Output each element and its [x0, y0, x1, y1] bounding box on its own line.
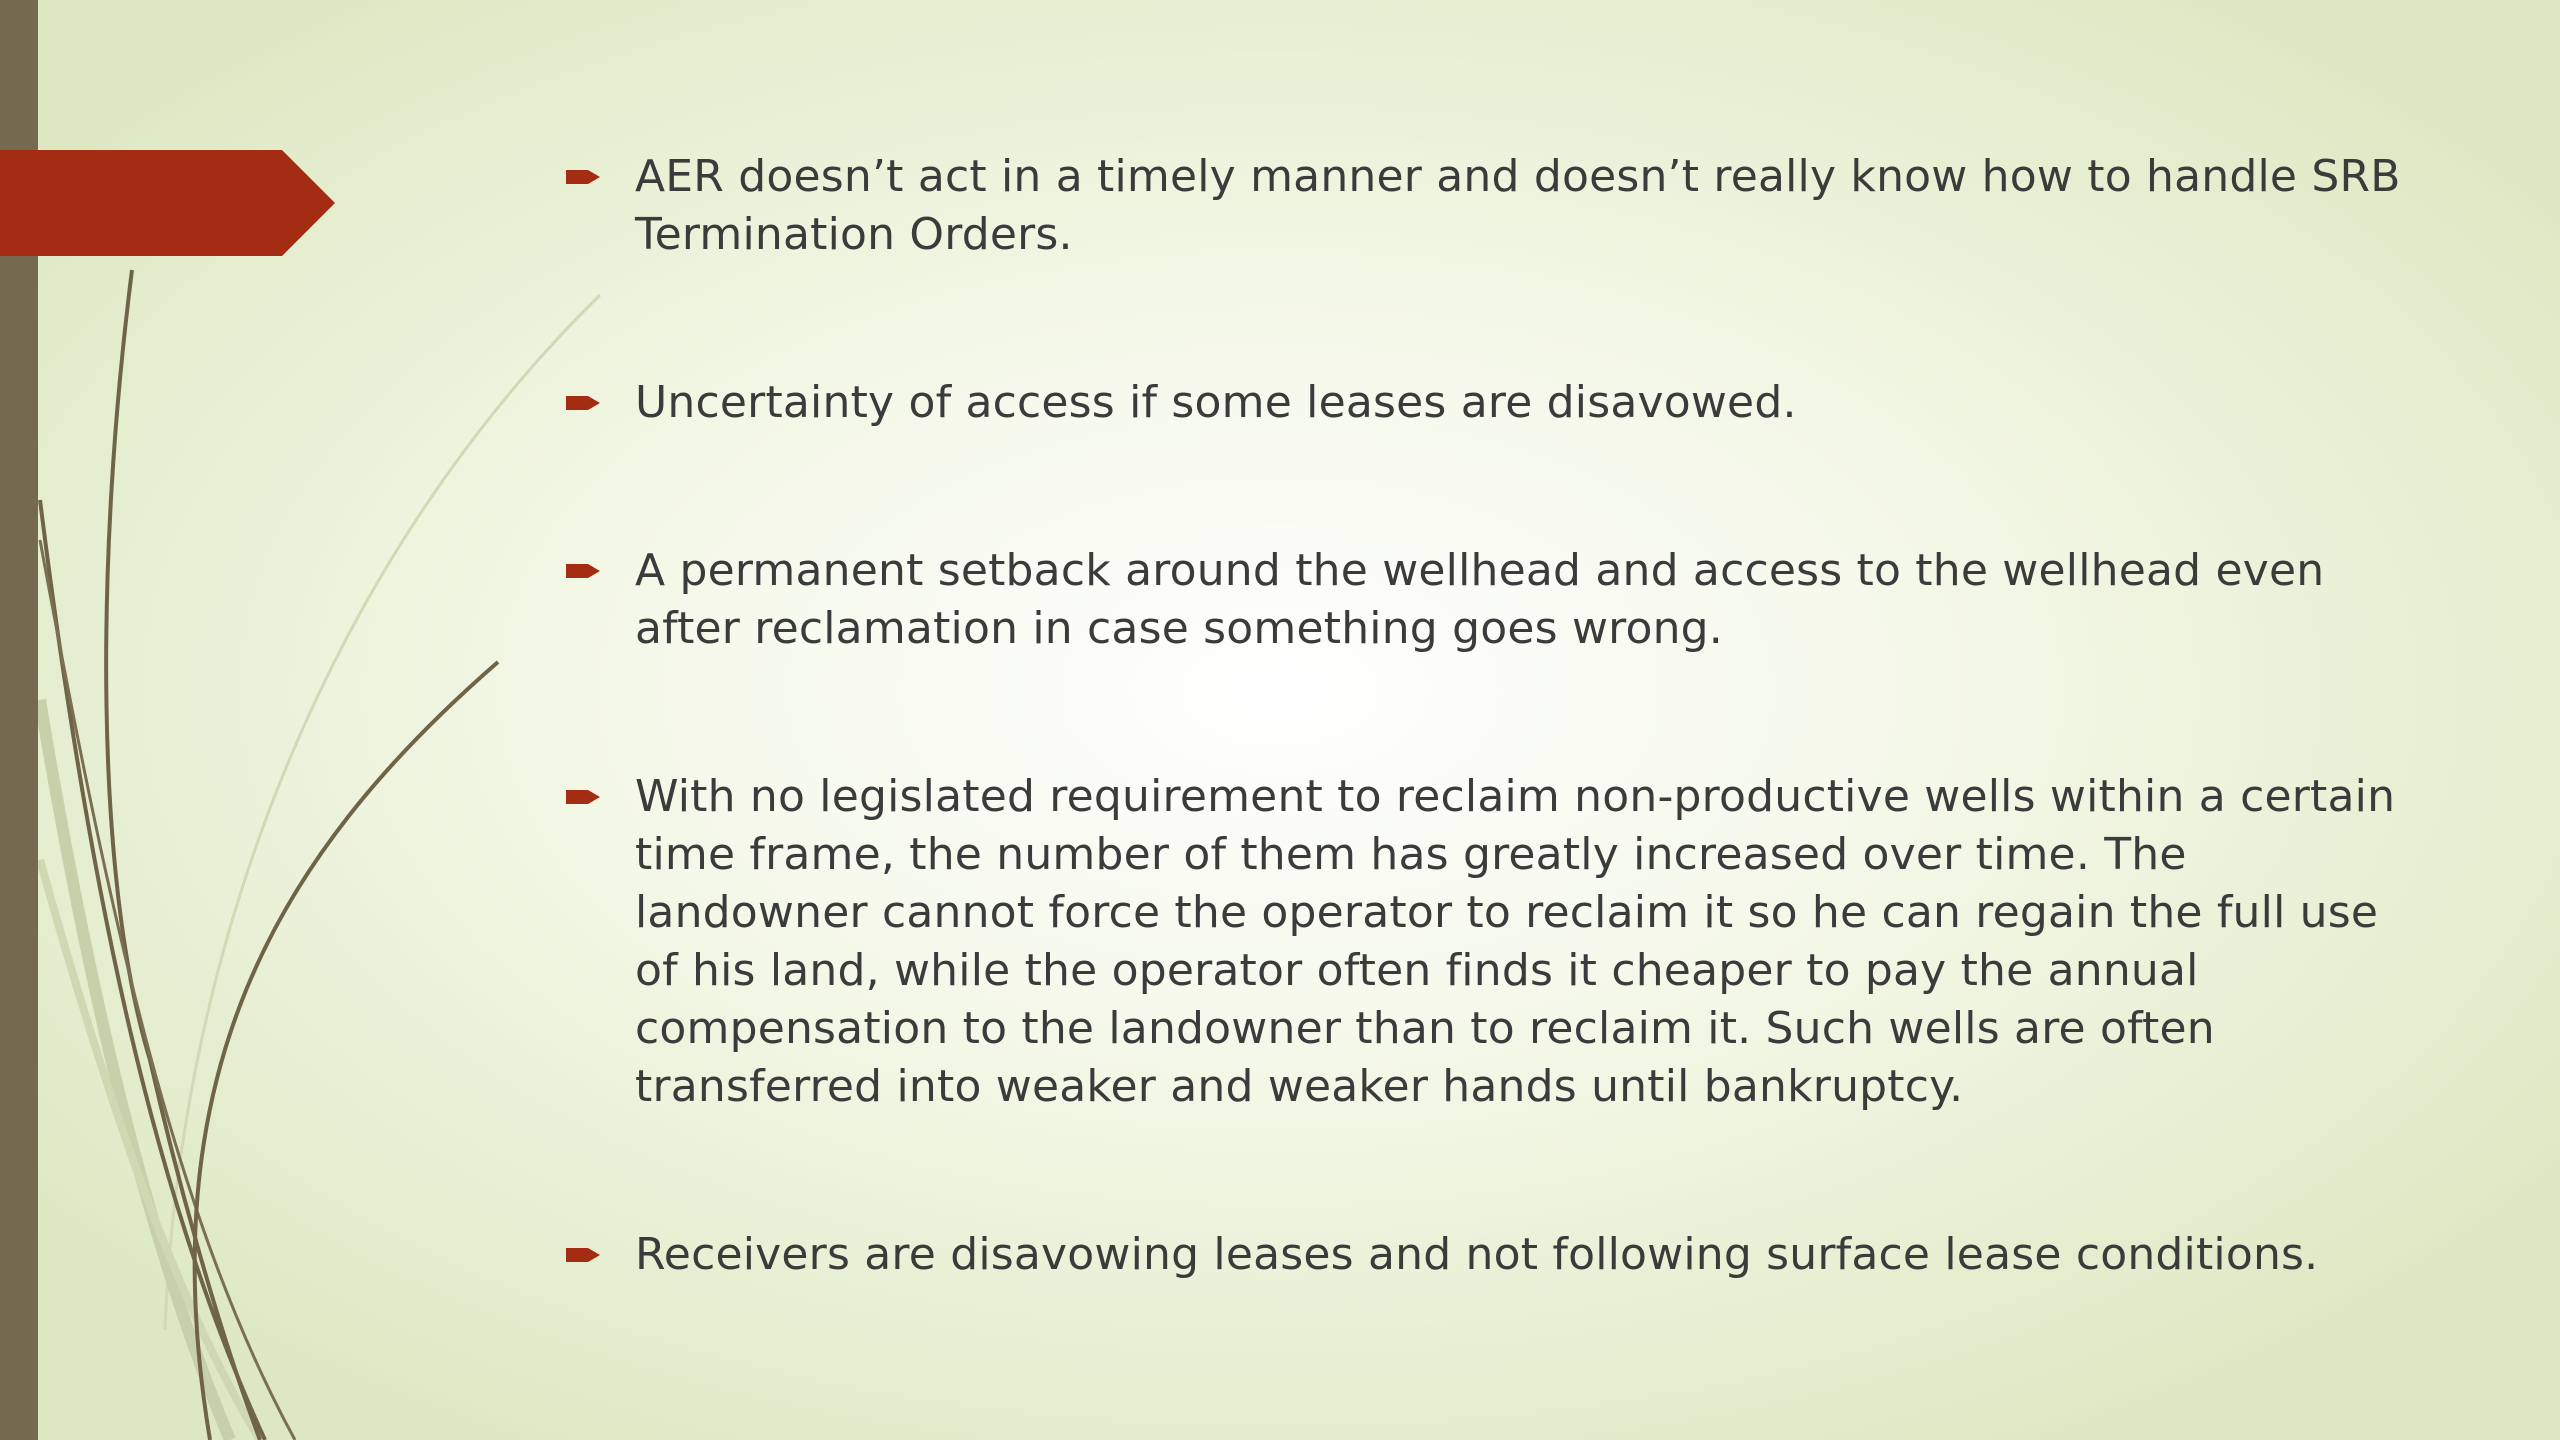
- bullet-item: [560, 768, 2420, 1116]
- arrow-bullet-icon: [566, 788, 602, 806]
- bullet-text: A permanent setback around the wellhead and access to the wellhead even after reclamation in case something goes wrong.: [635, 545, 2325, 654]
- bullet-item: [560, 374, 2420, 432]
- frond-dark-1: [106, 270, 260, 1440]
- arrow-bullet-icon: [566, 562, 602, 580]
- bullet-text: Receivers are disavowing leases and not following surface lease conditions.: [635, 1229, 2319, 1280]
- bullet-item: [560, 1226, 2420, 1284]
- bullet-list: [560, 148, 2420, 1284]
- bullet-text: With no legislated requirement to reclaim non-productive wells within a certain time frame, the number of them has greatly increased over time. The landowner cannot force the operator to reclaim it so he can regain the full use of his land, while the operator often finds it cheaper to pay the annual compensation to the landowner than to reclaim it. Such wells are often transferred into weaker and weaker hands until bankruptcy.: [635, 771, 2396, 1112]
- bullet-item: [560, 542, 2420, 658]
- arrow-bullet-icon: [566, 394, 602, 412]
- arrow-bullet-icon: [566, 168, 602, 186]
- frond-light-1: [165, 295, 600, 1330]
- arrow-bullet-icon: [566, 1246, 602, 1264]
- bullet-text: AER doesn’t act in a timely manner and doesn’t really know how to handle SRB Termination Orders.: [635, 151, 2401, 260]
- title-arrow-banner: [0, 150, 335, 256]
- bullet-text: Uncertainty of access if some leases are disavowed.: [635, 377, 1797, 428]
- bullet-item: [560, 148, 2420, 264]
